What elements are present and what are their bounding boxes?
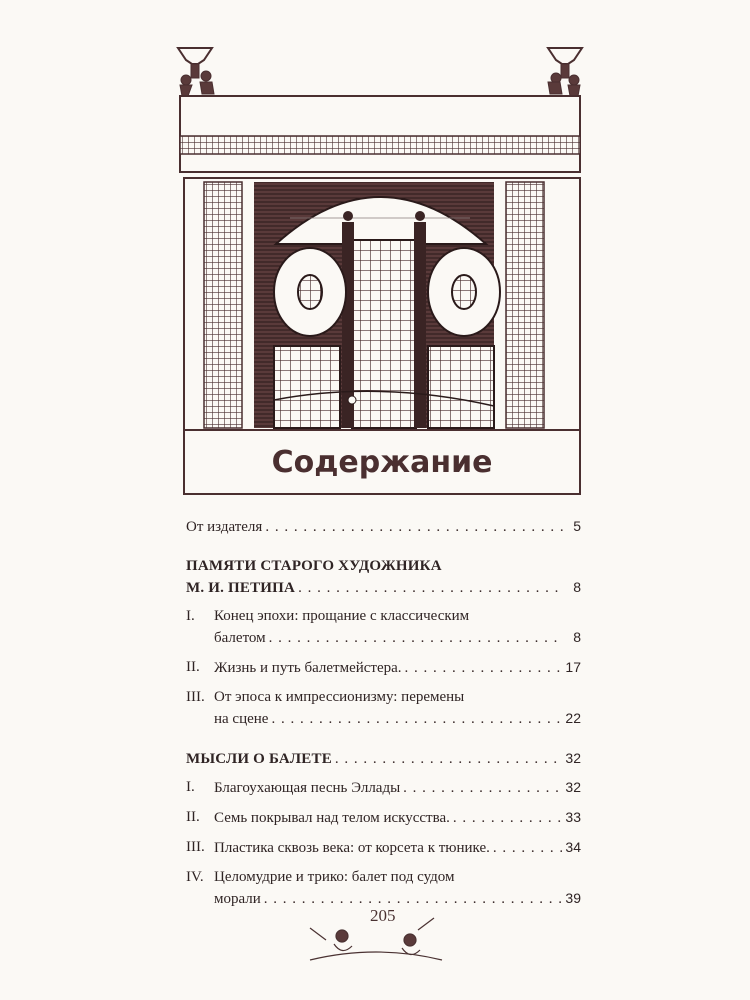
toc-entry[interactable]	[186, 837, 581, 859]
toc-dot-leader	[265, 517, 564, 538]
toc-dot-leader	[269, 628, 564, 649]
toc-chapter-number: I.	[186, 779, 195, 795]
toc-chapter-number: IV.	[186, 869, 204, 885]
toc-page-number: 5	[573, 518, 581, 534]
toc-entry[interactable]	[186, 687, 581, 730]
table-of-contents	[186, 516, 581, 910]
statue-left-icon	[342, 211, 354, 236]
toc-section-heading: МЫСЛИ О БАЛЕТЕ	[186, 751, 332, 767]
toc-page-number: 17	[565, 659, 581, 675]
toc-dot-leader	[405, 658, 563, 679]
toc-chapter-number: III.	[186, 839, 205, 855]
toc-page-number: 33	[565, 809, 581, 825]
toc-entry-title: Жизнь и путь балетмейстера.	[214, 660, 402, 676]
toc-dot-leader	[403, 778, 562, 799]
toc-dot-leader	[335, 749, 563, 770]
toc-entry-title: Благоухающая песнь Эллады	[214, 780, 401, 796]
toc-chapter-number: I.	[186, 608, 195, 624]
page-title: Содержание	[271, 445, 493, 480]
vase-left-icon	[178, 48, 214, 96]
toc-entry-title: Конец эпохи: прощание с классическим	[214, 608, 470, 624]
vase-right-icon	[548, 48, 582, 96]
toc-entry[interactable]	[186, 748, 581, 770]
toc-page-number: 22	[565, 710, 581, 726]
toc-entry-title: морали	[214, 891, 261, 907]
toc-chapter-number: II.	[186, 659, 200, 675]
toc-section-heading: М. И. ПЕТИПА	[186, 580, 296, 596]
toc-entry-title: Целомудрие и трико: балет под судом	[214, 869, 455, 885]
toc-dot-leader	[271, 709, 562, 730]
toc-entry-title: Семь покрывал над телом искусства.	[214, 810, 450, 826]
toc-chapter-number: III.	[186, 689, 205, 705]
toc-entry[interactable]	[186, 516, 581, 538]
toc-entry-title: От издателя	[186, 519, 263, 535]
toc-page-number: 34	[565, 839, 581, 855]
toc-entry[interactable]	[186, 777, 581, 799]
toc-entry[interactable]	[186, 606, 581, 649]
toc-entry[interactable]	[186, 807, 581, 829]
toc-page-number: 32	[565, 750, 581, 766]
toc-page-number: 8	[573, 629, 581, 645]
toc-dot-leader	[298, 578, 564, 599]
toc-entry-title: балетом	[214, 630, 266, 646]
toc-page-number: 8	[573, 579, 581, 595]
page-number: 205	[370, 906, 396, 925]
toc-page-number: 39	[565, 890, 581, 906]
toc-entry[interactable]	[186, 556, 581, 599]
statue-right-icon	[414, 211, 426, 236]
stage-illustration	[170, 40, 590, 500]
toc-dot-leader	[493, 838, 563, 859]
toc-page-number: 32	[565, 779, 581, 795]
toc-chapter-number: II.	[186, 809, 200, 825]
toc-section-heading: ПАМЯТИ СТАРОГО ХУДОЖНИКА	[186, 558, 442, 574]
toc-entry-title: Пластика сквозь века: от корсета к тюнике.	[214, 840, 490, 856]
toc-dot-leader	[453, 808, 563, 829]
toc-entry-title: От эпоса к импрессионизму: перемены	[214, 689, 465, 705]
toc-entry-title: на сцене	[214, 711, 269, 727]
toc-entry[interactable]	[186, 657, 581, 679]
